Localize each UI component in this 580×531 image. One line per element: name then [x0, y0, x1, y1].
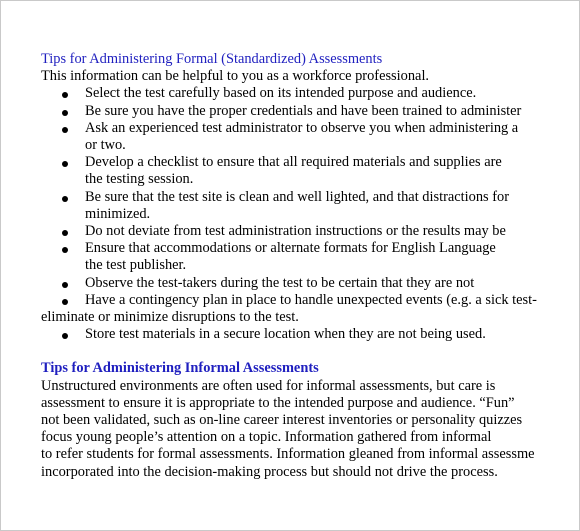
- list-item-text: Develop a checklist to ensure that all required materials and supplies are: [85, 154, 502, 171]
- list-item: [41, 275, 577, 292]
- bullet-icon: [62, 282, 68, 288]
- formal-assessments-intro: This information can be helpful to you as a workforce professional.: [41, 68, 430, 85]
- paragraph-line: assessment to ensure it is appropriate to the intended purpose and audience. “Fun”: [41, 394, 515, 411]
- list-item: [41, 326, 577, 343]
- paragraph-line: to refer students for formal assessments. Information gleaned from informal assessme: [41, 446, 535, 463]
- list-item: [41, 154, 577, 188]
- paragraph-line: incorporated into the decision-making process but should not drive the process.: [41, 463, 498, 480]
- list-item: [41, 120, 577, 154]
- list-item-text: Observe the test-takers during the test to be certain that they are not: [85, 274, 475, 291]
- informal-assessments-paragraph: [41, 378, 577, 481]
- list-item-text-continued: eliminate or minimize disruptions to the test.: [41, 309, 299, 326]
- bullet-icon: [62, 161, 68, 167]
- list-item-text-continued: minimized.: [85, 205, 151, 222]
- bullet-icon: [62, 230, 68, 236]
- list-item-text: Have a contingency plan in place to handle unexpected events (e.g. a sick test-: [85, 291, 537, 308]
- list-item-text: Select the test carefully based on its intended purpose and audience.: [85, 85, 477, 102]
- list-item: [41, 223, 577, 240]
- list-item: [41, 85, 577, 102]
- list-item: [41, 189, 577, 223]
- list-item-text: Be sure you have the proper credentials and have been trained to administer: [85, 102, 522, 119]
- bullet-icon: [62, 247, 68, 253]
- list-item-text: Do not deviate from test administration instructions or the results may be: [85, 223, 506, 240]
- bullet-icon: [62, 333, 68, 339]
- document-body: [41, 51, 577, 481]
- bullet-icon: [62, 299, 68, 305]
- bullet-icon: [62, 92, 68, 98]
- paragraph-line: not been validated, such as on-line career interest inventories or personality quizzes: [41, 412, 523, 429]
- list-item-text: Ask an experienced test administrator to observe you when administering a: [85, 119, 519, 136]
- list-item: [41, 292, 577, 326]
- formal-assessments-tips-list: [41, 85, 577, 343]
- list-item: [41, 103, 577, 120]
- bullet-icon: [62, 127, 68, 133]
- list-item-text: Be sure that the test site is clean and well lighted, and that distractions for: [85, 188, 510, 205]
- bullet-icon: [62, 110, 68, 116]
- formal-assessments-heading: Tips for Administering Formal (Standardized) Assessments: [41, 51, 383, 67]
- informal-assessments-heading: Tips for Administering Informal Assessments: [41, 360, 319, 377]
- paragraph-line: focus young people’s attention on a topic. Information gathered from informal: [41, 429, 492, 446]
- section-spacer: [41, 343, 577, 360]
- list-item: [41, 240, 577, 274]
- list-item-text-continued: or two.: [85, 137, 126, 154]
- list-item-text-continued: the test publisher.: [85, 257, 187, 274]
- list-item-text-continued: the testing session.: [85, 171, 194, 188]
- list-item-text: Store test materials in a secure location when they are not being used.: [85, 326, 486, 343]
- list-item-text: Ensure that accommodations or alternate formats for English Language: [85, 240, 496, 257]
- paragraph-line: Unstructured environments are often used for informal assessments, but care is: [41, 377, 496, 394]
- bullet-icon: [62, 196, 68, 202]
